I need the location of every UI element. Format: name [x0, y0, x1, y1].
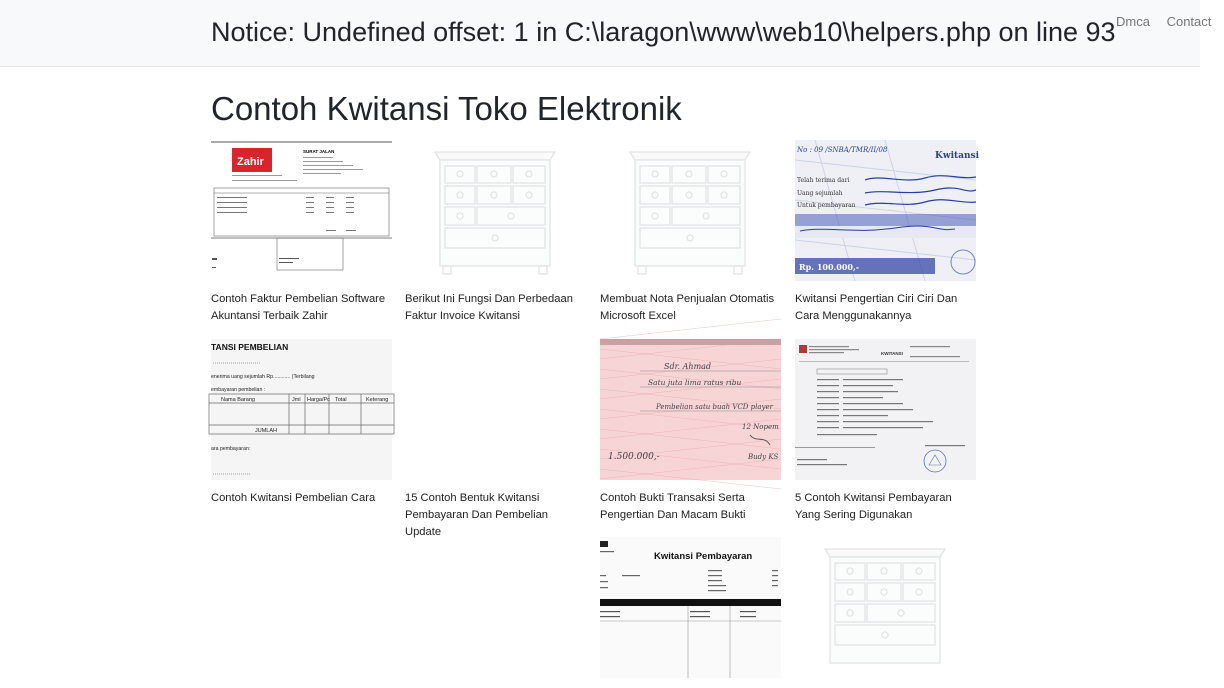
svg-text:Sdr. Ahmad: Sdr. Ahmad — [664, 362, 712, 371]
svg-text:Pembelian satu buah VCD player: Pembelian satu buah VCD player — [656, 403, 773, 411]
svg-text:Kwitansi Pembayaran: Kwitansi Pembayaran — [654, 551, 753, 562]
svg-text:SURAT JALAN: SURAT JALAN — [303, 149, 335, 154]
gallery-card[interactable] — [795, 537, 976, 688]
svg-text:TANSI PEMBELIAN: TANSI PEMBELIAN — [211, 342, 289, 352]
thumbnail-form-pembelian[interactable] — [211, 339, 392, 480]
svg-text:JUMLAH: JUMLAH — [255, 428, 278, 434]
top-navbar — [0, 0, 1212, 67]
svg-text:Rp. 100.000,-: Rp. 100.000,- — [799, 262, 860, 272]
svg-text:No : 09 /SNBA/TMR/II/08: No : 09 /SNBA/TMR/II/08 — [797, 146, 888, 154]
gallery-card[interactable] — [795, 339, 976, 524]
gallery-card[interactable] — [600, 339, 781, 524]
card-caption[interactable]: 15 Contoh Bentuk Kwitansi Pembayaran Dan Pembelian Update — [405, 492, 549, 538]
gallery-card[interactable] — [600, 537, 781, 688]
thumbnail-placeholder-drawer[interactable] — [600, 140, 781, 281]
thumbnail-placeholder-drawer[interactable] — [795, 537, 976, 678]
card-caption[interactable]: 5 Contoh Kwitansi Pembayaran Yang Sering Digunakan — [795, 492, 952, 521]
gallery-card[interactable] — [405, 140, 586, 325]
svg-text:Telah terima dari: Telah terima dari — [797, 177, 850, 184]
top-nav — [1116, 14, 1224, 29]
thumbnail-kwitansi-pembayaran[interactable] — [600, 537, 781, 678]
gallery-card[interactable] — [795, 140, 980, 325]
card-caption[interactable]: Contoh Kwitansi Pembelian Cara — [211, 492, 376, 504]
svg-text:Kwitansi: Kwitansi — [935, 151, 980, 161]
svg-text:Untuk pembayaran: Untuk pembayaran — [797, 202, 856, 209]
svg-text:Budy KS: Budy KS — [748, 453, 779, 461]
svg-text:1.500.000,-: 1.500.000,- — [608, 452, 660, 462]
thumbnail-receipt-bank[interactable] — [795, 339, 976, 480]
thumbnail-blank[interactable] — [405, 339, 586, 480]
card-caption[interactable]: Kwitansi Pengertian Ciri Ciri Dan Cara Menggunakannya — [795, 293, 958, 322]
gallery-card[interactable] — [211, 339, 392, 507]
thumbnail-pink-receipt[interactable] — [600, 339, 781, 480]
svg-text:ara pembayaran:: ara pembayaran: — [211, 446, 251, 452]
svg-text:embayaran pembelian :: embayaran pembelian : — [211, 387, 266, 393]
card-caption[interactable]: Contoh Faktur Pembelian Software Akuntansi Terbaik Zahir — [211, 293, 386, 322]
gallery-card[interactable] — [405, 339, 586, 541]
site-brand[interactable]: Notice: Undefined offset: 1 in C:\laragon\www\web10\helpers.php on line 93 — [211, 17, 1116, 47]
gallery-card[interactable] — [211, 140, 392, 325]
drawer-placeholder-icon — [405, 140, 586, 281]
svg-text:Uang sejumlah: Uang sejumlah — [797, 190, 843, 197]
card-caption[interactable]: Berikut Ini Fungsi Dan Perbedaan Faktur Invoice Kwitansi — [405, 293, 573, 322]
thumbnail-invoice-zahir[interactable] — [211, 140, 392, 281]
svg-text:Harga/Pc: Harga/Pc — [307, 397, 330, 403]
gallery-card[interactable] — [600, 140, 781, 325]
svg-text:KWITANSI: KWITANSI — [881, 351, 903, 356]
nav-item-contact[interactable]: Contact — [1166, 14, 1212, 29]
svg-text:Total: Total — [335, 397, 347, 403]
page-title: Contoh Kwitansi Toko Elektronik — [211, 90, 682, 127]
thumbnail-handwritten-receipt[interactable] — [795, 140, 980, 281]
thumbnail-placeholder-drawer[interactable] — [405, 140, 586, 281]
card-caption[interactable]: Membuat Nota Penjualan Otomatis Microsoft Excel — [600, 293, 775, 322]
svg-text:Nama Barang: Nama Barang — [221, 397, 255, 403]
svg-text:12 Nopem: 12 Nopem — [742, 423, 779, 431]
drawer-placeholder-icon — [795, 537, 976, 678]
svg-text:Satu juta lima ratus ribu: Satu juta lima ratus ribu — [648, 378, 742, 387]
drawer-placeholder-icon — [600, 140, 781, 281]
svg-text:enerima uang sejumlah Rp......: enerima uang sejumlah Rp............ (Terbilang — [211, 374, 315, 380]
svg-text:Keterang: Keterang — [366, 397, 389, 403]
nav-item-dmca[interactable]: Dmca — [1116, 14, 1150, 29]
card-caption[interactable]: Contoh Bukti Transaksi Serta Pengertian Dan Macam Bukti — [600, 492, 746, 521]
zahir-logo-text: Zahir — [237, 156, 264, 168]
svg-text:Jml: Jml — [292, 397, 301, 403]
